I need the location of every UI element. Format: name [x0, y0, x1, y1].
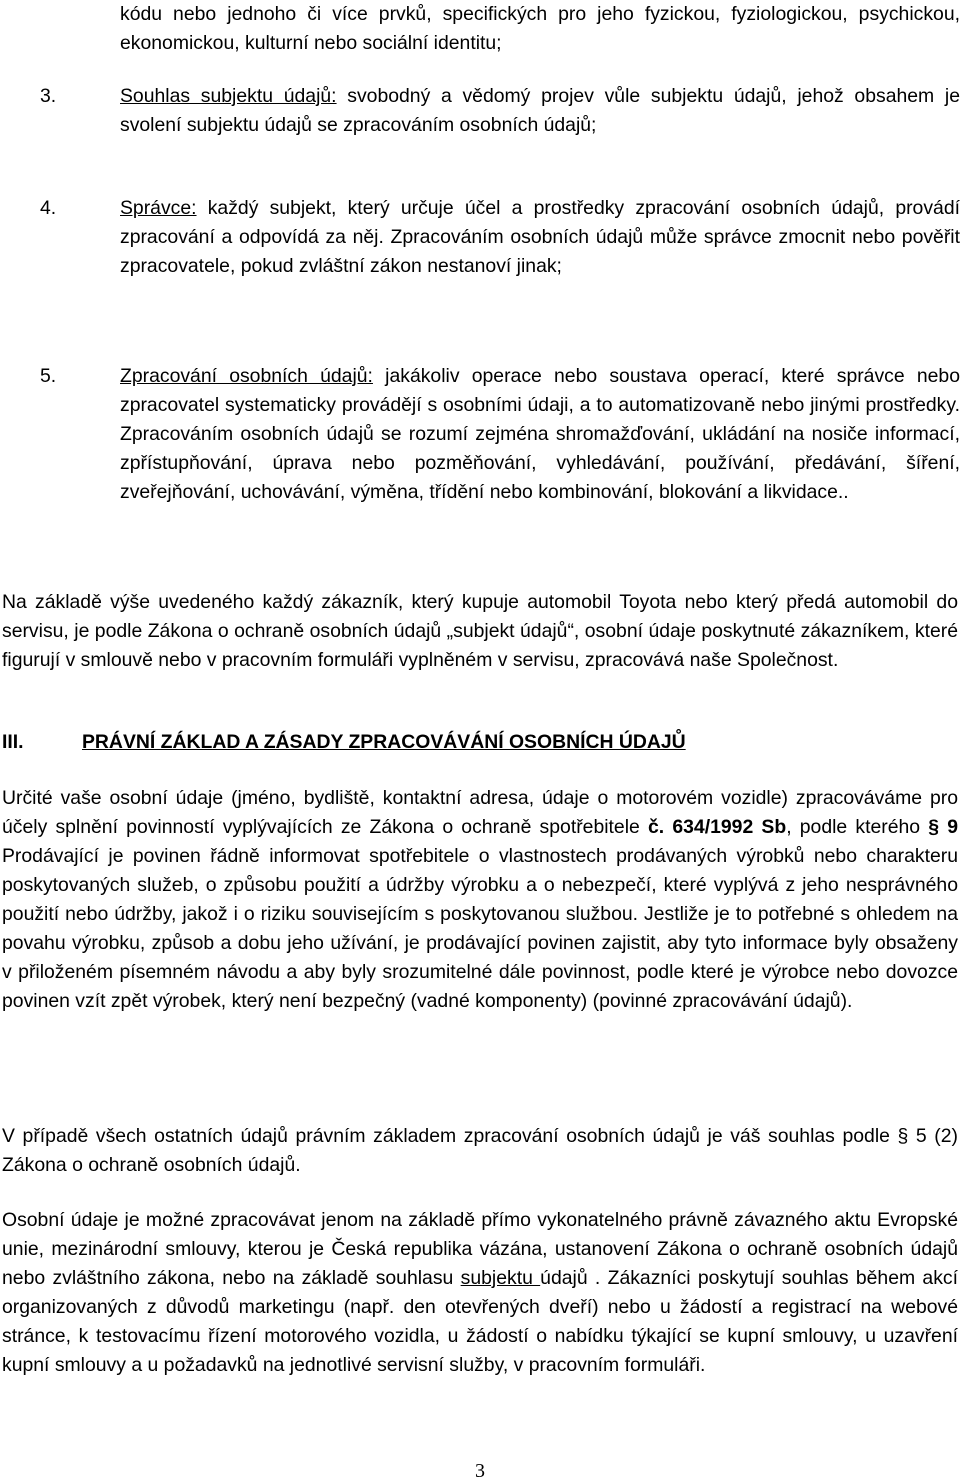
paragraph-text: údajů . Zákazníci poskytují souhlas během akcí organizovaných z důvodů marketingu (např. den otevřených dveří) nebo u žádostí a registrací na webové stránce, k testovacímu řízení motorového vozidla, u žádostí o nabídku týkající se kupní smlouvy, u uzavření kupní smlouvy a u požadavků na jednotlivé servisní služby, v pracovním formuláři.: [2, 1267, 958, 1376]
continuation-text: kódu nebo jednoho či více prvků, specifických pro jeho fyzickou, fyziologickou, psychickou, ekonomickou, kulturní nebo sociální identitu;: [120, 3, 960, 54]
list-number: 4.: [40, 197, 57, 219]
list-indent: [40, 0, 120, 58]
definition-term: Souhlas subjektu údajů:: [120, 85, 337, 107]
consent-paragraph: V případě všech ostatních údajů právním základem zpracování osobních údajů je váš souhlas podle § 5 (2) Zákona o ochraně osobních údajů.: [2, 1125, 958, 1176]
definition-item-4: [40, 194, 960, 281]
definition-term: Správce:: [120, 197, 197, 219]
page-number: 3: [475, 1460, 485, 1482]
section-reference: § 9: [928, 816, 958, 838]
section-number: III.: [2, 731, 24, 753]
section-heading: [2, 728, 958, 757]
definition-text: svobodný a vědomý projev vůle subjektu údajů, jehož obsahem je svolení subjektu údajů se zpracováním osobních údajů;: [120, 85, 960, 136]
paragraph-text: Určité vaše osobní údaje (jméno, bydliště, kontaktní adresa, údaje o motorovém vozidle) zpracováváme pro účely splnění povinností vyplývajících ze Zákona o ochraně spotřebitele: [2, 787, 958, 838]
definition-text: každý subjekt, který určuje účel a prostředky zpracování osobních údajů, provádí zpracování a odpovídá za něj. Zpracováním osobních údajů může správce zmocnit nebo pověřit zpracovatele, pokud zvláštní zákon nestanoví jinak;: [120, 197, 960, 277]
definition-text: jakákoliv operace nebo soustava operací, které správce nebo zpracovatel systematicky provádějí s osobními údaji, a to automatizovaně nebo jinými prostředky. Zpracováním osobních údajů se rozumí zejména shromažďování, ukládání na nosiče informací, zpřístupňování, úprava nebo pozměňování, vyhledávání, používání, předávání, šíření, zveřejňování, uchovávání, výměna, třídění nebo kombinování, blokování a likvidace..: [120, 365, 960, 503]
legal-basis-paragraph: [2, 784, 958, 1016]
definition-item-3: [40, 82, 960, 140]
processing-paragraph: [2, 1206, 958, 1380]
section-title: PRÁVNÍ ZÁKLAD A ZÁSADY ZPRACOVÁVÁNÍ OSOBNÍCH ÚDAJŮ: [82, 731, 686, 753]
summary-paragraph: Na základě výše uvedeného každý zákazník, který kupuje automobil Toyota nebo který předá automobil do servisu, je podle Zákona o ochraně osobních údajů „subjekt údajů“, osobní údaje poskytnuté zákazníkem, které figurují v smlouvě nebo v pracovním formuláři vyplněném v servisu, zpracovává naše Společnost.: [2, 591, 958, 671]
definition-term: Zpracování osobních údajů:: [120, 365, 373, 387]
definition-continuation: [40, 0, 960, 58]
list-number: 5.: [40, 365, 57, 387]
paragraph-text: , podle kterého: [786, 816, 929, 838]
law-reference: č. 634/1992 Sb: [648, 816, 787, 838]
paragraph-text: Prodávající je povinen řádně informovat spotřebitele o vlastnostech prodávaných výrobků nebo charakteru poskytovaných služeb, o způsobu použití a údržby výrobku a o nebezpečí, které vyplývá z jeho nesprávného použití nebo údržby, jakož i o riziku souvisejícím s poskytovanou službou. Jestliže je to potřebné s ohledem na povahu výrobku, způsob a dobu jeho užívání, je prodávající povinen zajistit, aby tyto informace byly obsaženy v přiloženém písemném návodu a aby byly srozumitelné dále povinnost, podle které je výrobce nebo dovozce povinen vzít zpět výrobek, který není bezpečný (vadné komponenty) (povinné zpracovávání údajů).: [2, 845, 958, 1012]
definition-item-5: [40, 362, 960, 507]
paragraph-text: Osobní údaje je možné zpracovávat jenom na základě přímo vykonatelného právně závazného aktu Evropské unie, mezinárodní smlouvy, kterou je Česká republika vázána, ustanovení Zákona o ochraně osobních údajů nebo zvláštního zákona, nebo na základě souhlasu: [2, 1209, 958, 1289]
subject-link[interactable]: subjektu: [460, 1267, 541, 1289]
list-number: 3.: [40, 85, 57, 107]
